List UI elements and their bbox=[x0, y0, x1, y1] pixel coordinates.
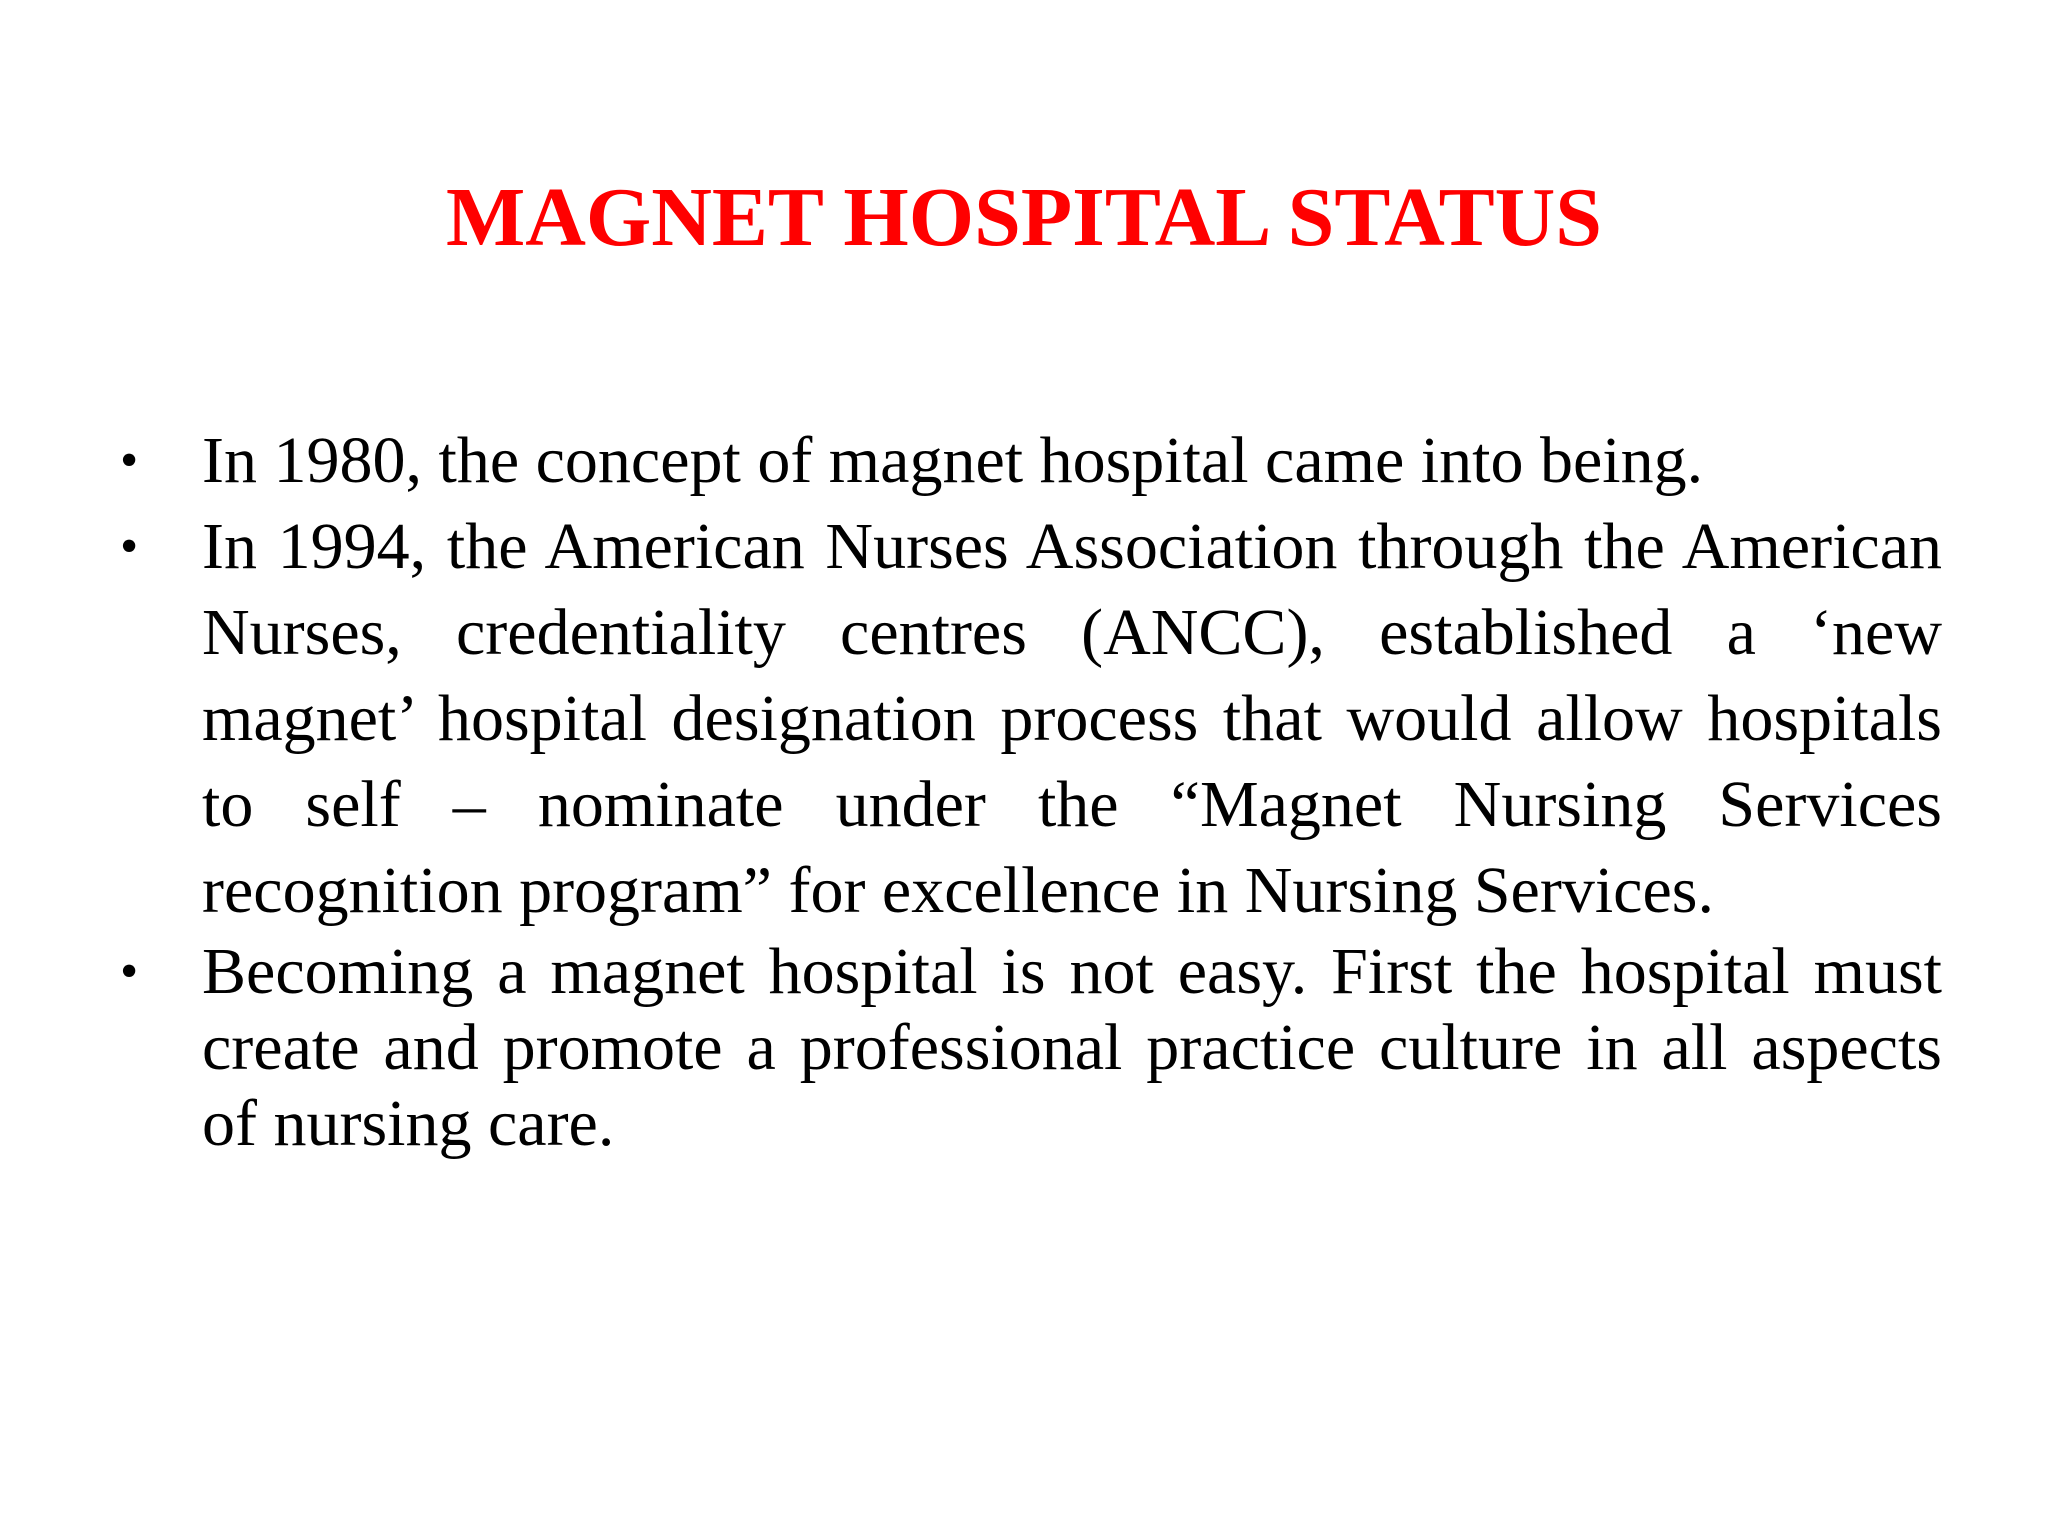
bullet-dot-icon: • bbox=[120, 943, 139, 1000]
slide-title: MAGNET HOSPITAL STATUS bbox=[445, 171, 1603, 264]
bullet-text: In 1994, the American Nurses Association through the American Nurses, credentiality centres (ANCC), established a ‘new magnet’ hospital designation process that would allow hospitals to self – nominate under the “Magnet Nursing Services recognition program” for excellence in Nursing Services. bbox=[202, 510, 1942, 927]
bullet-text: Becoming a magnet hospital is not easy. First the hospital must create and promote a professional practice culture in all aspects of nursing care. bbox=[202, 935, 1942, 1160]
bullet-dot-icon: • bbox=[120, 432, 139, 489]
bullet-item bbox=[120, 418, 1942, 504]
bullet-item bbox=[120, 934, 1942, 1162]
bullet-text: In 1980, the concept of magnet hospital came into being. bbox=[202, 424, 1704, 497]
bullet-dot-icon: • bbox=[120, 518, 139, 575]
bullet-item bbox=[120, 504, 1942, 934]
bullet-list bbox=[120, 418, 1942, 1162]
